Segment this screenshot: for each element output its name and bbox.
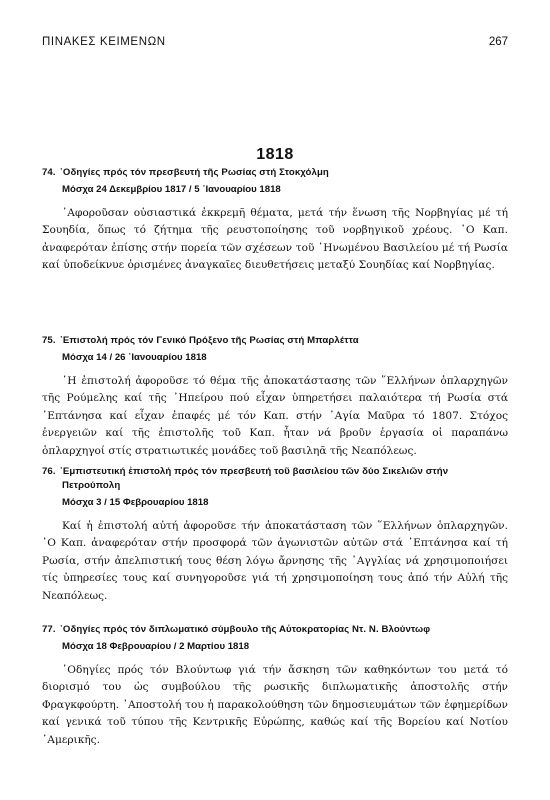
entry-date: Μόσχα 24 Δεκεμβρίου 1817 / 5 ᾿Ιανουαρίου 1818 [62, 184, 281, 195]
entry-body: ῾Η ἐπιστολή ἀφοροῦσε τό θέμα τῆς ἀποκατάστασης τῶν ῞Ελλήνων ὁπλαρχηγῶν τῆς Ρούμελης καί τῆς ᾿Ηπείρου πού εἶχαν ὑπηρετήσει παλαιότερα τή Ρωσία στά ᾿Επτάνησα καί εἶχαν ἐπαφές μέ τόν Καπ. στήν ῾Αγία Μαῦρα τό 1807. Στόχος ἐνεργειῶν καί τῆς ἐπιστολῆς τοῦ Καπ. ἦταν νά βροῦν ἐργασία οἱ παραπάνω ὁπλαρχηγοί στίς στρατιωτικές μονάδες τοῦ βασιληᾶ τῆς Νεαπόλεως. [42, 375, 508, 457]
page-number: 267 [488, 36, 508, 48]
entry-number: 74. [42, 167, 56, 178]
entry-date: Μόσχα 18 Φεβρουαρίου / 2 Μαρτίου 1818 [62, 641, 250, 652]
year-heading: 1818 [256, 146, 294, 163]
running-head-title: ΠΙΝΑΚΕΣ ΚΕΙΜΕΝΩΝ [42, 36, 166, 48]
entry-76 [42, 465, 508, 605]
entry-body: Καί ἡ ἐπιστολή αὐτή ἀφοροῦσε τήν ἀποκατάσταση τῶν ῞Ελλήνων ὁπλαρχηγῶν. ῾Ο Καπ. ἀναφερόταν στήν προσφορά τῶν ἀγωνιστῶν αὐτῶν στά ᾿Επτάνησα καί τή Ρωσία, στήν ἀπελπιστική τους θέση λόγω ἄρνησης τῆς ᾿Αγγλίας νά χρησιμοποιήσει τίς ὑπηρεσίες τους καί συνηγοροῦσε γιά τή χρησιμοποίηση τους ἀπό τήν Αὐλή τῆς Νεαπόλεως. [42, 520, 508, 602]
entry-77 [42, 623, 508, 749]
entry-title-continuation: Πετρούπολη [62, 480, 121, 491]
entry-title-text: ᾿Επιστολή πρός τόν Γενικό Πρόξενο τῆς Ρωσίας στή Μπαρλέττα [59, 335, 359, 346]
entry-date: Μόσχα 3 / 15 Φεβρουαρίου 1818 [62, 497, 209, 508]
entry-title-text: ᾿Εμπιστευτική ἐπιστολή πρός τόν πρεσβευτή τοῦ βασιλείου τῶν δύο Σικελιῶν στήν [59, 466, 449, 477]
entry-number: 76. [42, 466, 56, 477]
entry-number: 75. [42, 335, 56, 346]
entry-74 [42, 166, 508, 275]
entry-title [42, 166, 508, 180]
entry-title [42, 465, 508, 493]
entry-body: ᾿Οδηγίες πρός τόν Βλούντωφ γιά τήν ἄσκηση τῶν καθηκόντων του μετά τό διορισμό του ὡς συμβούλου τῆς ρωσικῆς διπλωματικῆς ἀποστολῆς στήν Φραγκφούρτη. ᾿Αποστολή του ἡ παρακολούθηση τῶν δημοσιευμάτων τῶν ἐφημερίδων καί γενικά τοῦ τύπου τῆς Κεντρικῆς Εὐρώπης, καθώς καί τῆς Βορείου καί Νοτίου ᾿Αμερικῆς. [42, 664, 508, 746]
running-header [42, 36, 508, 54]
entry-body: ᾿Αφοροῦσαν οὐσιαστικά ἐκκρεμῆ θέματα, μετά τήν ἕνωση τῆς Νορβηγίας μέ τή Σουηδία, ὅπως τό ζήτημα τῆς ρευστοποίησης τοῦ νορβηγικοῦ χρέους. ῾Ο Καπ. ἀναφερόταν ἐπίσης στήν πορεία τῶν σχέσεων τοῦ ῾Ηνωμένου Βασιλείου μέ τή Ρωσία καί ὑποδείκνυε ὁρισμένες ἀναγκαῖες διευθετήσεις μεταξύ Σουηδίας καί Νορβηγίας. [42, 207, 508, 272]
entry-75 [42, 334, 508, 460]
entry-date: Μόσχα 14 / 26 ᾿Ιανουαρίου 1818 [62, 352, 207, 363]
entry-title [42, 623, 508, 637]
entry-title-text: ᾿Οδηγίες πρός τόν διπλωματικό σύμβουλο τῆς Αὐτοκρατορίας Ντ. Ν. Βλούντωφ [59, 624, 431, 635]
entry-title [42, 334, 508, 348]
entry-number: 77. [42, 624, 56, 635]
entry-title-text: ᾿Οδηγίες πρός τόν πρεσβευτή τῆς Ρωσίας στή Στοκχόλμη [59, 167, 329, 178]
